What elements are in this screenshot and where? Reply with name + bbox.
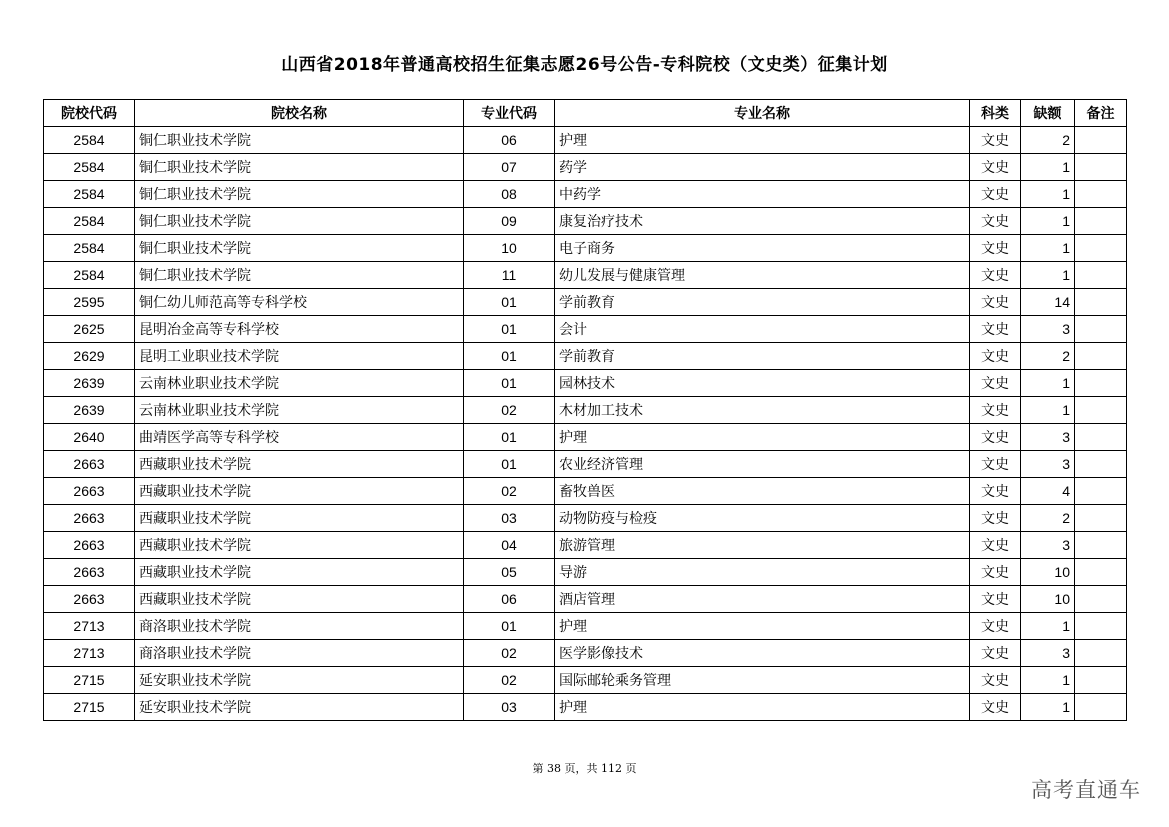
cell-remark xyxy=(1075,505,1127,532)
cell-remark xyxy=(1075,316,1127,343)
cell-vacancy: 1 xyxy=(1021,208,1075,235)
cell-vacancy: 1 xyxy=(1021,397,1075,424)
cell-major-code: 08 xyxy=(464,181,555,208)
table-row xyxy=(44,289,1127,316)
cell-category: 文史 xyxy=(970,370,1021,397)
cell-remark xyxy=(1075,478,1127,505)
header-major-name: 专业名称 xyxy=(555,100,970,127)
cell-major-name: 导游 xyxy=(555,559,970,586)
cell-major-name: 酒店管理 xyxy=(555,586,970,613)
cell-major-code: 03 xyxy=(464,505,555,532)
cell-category: 文史 xyxy=(970,694,1021,721)
cell-remark xyxy=(1075,181,1127,208)
cell-major-code: 09 xyxy=(464,208,555,235)
table-row xyxy=(44,235,1127,262)
cell-remark xyxy=(1075,451,1127,478)
cell-major-name: 学前教育 xyxy=(555,343,970,370)
table-row xyxy=(44,586,1127,613)
cell-school-code: 2713 xyxy=(44,613,135,640)
cell-school-code: 2640 xyxy=(44,424,135,451)
cell-major-code: 02 xyxy=(464,640,555,667)
header-school-code: 院校代码 xyxy=(44,100,135,127)
cell-vacancy: 1 xyxy=(1021,370,1075,397)
cell-major-name: 园林技术 xyxy=(555,370,970,397)
cell-major-code: 02 xyxy=(464,478,555,505)
cell-category: 文史 xyxy=(970,235,1021,262)
cell-remark xyxy=(1075,235,1127,262)
cell-school-code: 2663 xyxy=(44,586,135,613)
cell-remark xyxy=(1075,397,1127,424)
cell-major-code: 03 xyxy=(464,694,555,721)
cell-school-name: 西藏职业技术学院 xyxy=(135,586,464,613)
cell-school-name: 铜仁幼儿师范高等专科学校 xyxy=(135,289,464,316)
cell-vacancy: 1 xyxy=(1021,613,1075,640)
cell-major-code: 01 xyxy=(464,343,555,370)
cell-major-name: 幼儿发展与健康管理 xyxy=(555,262,970,289)
cell-school-code: 2584 xyxy=(44,208,135,235)
cell-vacancy: 1 xyxy=(1021,694,1075,721)
table-row xyxy=(44,397,1127,424)
cell-category: 文史 xyxy=(970,343,1021,370)
table-body xyxy=(44,127,1127,721)
cell-vacancy: 3 xyxy=(1021,451,1075,478)
table-row xyxy=(44,181,1127,208)
cell-category: 文史 xyxy=(970,505,1021,532)
cell-category: 文史 xyxy=(970,613,1021,640)
cell-category: 文史 xyxy=(970,397,1021,424)
cell-school-name: 铜仁职业技术学院 xyxy=(135,208,464,235)
table-row xyxy=(44,343,1127,370)
cell-major-code: 04 xyxy=(464,532,555,559)
table-row xyxy=(44,559,1127,586)
cell-major-name: 农业经济管理 xyxy=(555,451,970,478)
cell-major-code: 02 xyxy=(464,397,555,424)
header-category: 科类 xyxy=(970,100,1021,127)
cell-major-code: 01 xyxy=(464,370,555,397)
cell-major-name: 会计 xyxy=(555,316,970,343)
cell-major-code: 06 xyxy=(464,586,555,613)
table-row xyxy=(44,667,1127,694)
cell-school-code: 2584 xyxy=(44,262,135,289)
cell-vacancy: 10 xyxy=(1021,586,1075,613)
cell-school-name: 西藏职业技术学院 xyxy=(135,478,464,505)
cell-school-code: 2584 xyxy=(44,235,135,262)
cell-school-code: 2595 xyxy=(44,289,135,316)
cell-major-code: 01 xyxy=(464,451,555,478)
cell-major-name: 药学 xyxy=(555,154,970,181)
watermark-logo-text: 高考直通车 xyxy=(1031,778,1141,802)
table-row xyxy=(44,532,1127,559)
cell-school-name: 铜仁职业技术学院 xyxy=(135,181,464,208)
header-major-code: 专业代码 xyxy=(464,100,555,127)
table-row xyxy=(44,451,1127,478)
cell-major-name: 中药学 xyxy=(555,181,970,208)
cell-major-code: 06 xyxy=(464,127,555,154)
cell-major-code: 07 xyxy=(464,154,555,181)
cell-school-name: 西藏职业技术学院 xyxy=(135,505,464,532)
cell-category: 文史 xyxy=(970,289,1021,316)
cell-vacancy: 1 xyxy=(1021,154,1075,181)
cell-remark xyxy=(1075,262,1127,289)
cell-vacancy: 3 xyxy=(1021,316,1075,343)
cell-vacancy: 3 xyxy=(1021,532,1075,559)
table-row xyxy=(44,262,1127,289)
cell-vacancy: 2 xyxy=(1021,127,1075,154)
cell-major-name: 学前教育 xyxy=(555,289,970,316)
cell-major-name: 护理 xyxy=(555,127,970,154)
cell-school-code: 2663 xyxy=(44,478,135,505)
table-row xyxy=(44,613,1127,640)
cell-major-code: 10 xyxy=(464,235,555,262)
cell-vacancy: 3 xyxy=(1021,424,1075,451)
cell-category: 文史 xyxy=(970,208,1021,235)
cell-school-code: 2639 xyxy=(44,397,135,424)
cell-school-code: 2663 xyxy=(44,559,135,586)
table-row xyxy=(44,370,1127,397)
enrollment-plan-table xyxy=(43,99,1127,721)
cell-school-code: 2584 xyxy=(44,181,135,208)
table-row xyxy=(44,478,1127,505)
cell-vacancy: 2 xyxy=(1021,505,1075,532)
cell-vacancy: 14 xyxy=(1021,289,1075,316)
cell-major-code: 01 xyxy=(464,289,555,316)
cell-vacancy: 10 xyxy=(1021,559,1075,586)
document-title: 山西省2018年普通高校招生征集志愿26号公告-专科院校（文史类）征集计划 xyxy=(281,55,888,75)
cell-category: 文史 xyxy=(970,667,1021,694)
cell-school-code: 2663 xyxy=(44,451,135,478)
cell-school-name: 西藏职业技术学院 xyxy=(135,559,464,586)
cell-school-name: 西藏职业技术学院 xyxy=(135,532,464,559)
cell-major-name: 护理 xyxy=(555,613,970,640)
cell-vacancy: 1 xyxy=(1021,235,1075,262)
cell-remark xyxy=(1075,586,1127,613)
page-footer: 第 38 页，共 112 页 xyxy=(532,762,637,775)
cell-school-name: 铜仁职业技术学院 xyxy=(135,235,464,262)
cell-category: 文史 xyxy=(970,262,1021,289)
cell-school-name: 延安职业技术学院 xyxy=(135,694,464,721)
cell-major-name: 护理 xyxy=(555,694,970,721)
cell-school-name: 延安职业技术学院 xyxy=(135,667,464,694)
cell-vacancy: 2 xyxy=(1021,343,1075,370)
cell-school-code: 2715 xyxy=(44,694,135,721)
cell-school-name: 云南林业职业技术学院 xyxy=(135,370,464,397)
cell-major-name: 电子商务 xyxy=(555,235,970,262)
cell-school-name: 铜仁职业技术学院 xyxy=(135,154,464,181)
cell-vacancy: 1 xyxy=(1021,262,1075,289)
cell-category: 文史 xyxy=(970,127,1021,154)
header-remark: 备注 xyxy=(1075,100,1127,127)
cell-remark xyxy=(1075,424,1127,451)
cell-remark xyxy=(1075,154,1127,181)
cell-school-name: 云南林业职业技术学院 xyxy=(135,397,464,424)
cell-remark xyxy=(1075,289,1127,316)
cell-school-code: 2663 xyxy=(44,505,135,532)
cell-category: 文史 xyxy=(970,424,1021,451)
cell-category: 文史 xyxy=(970,316,1021,343)
cell-category: 文史 xyxy=(970,451,1021,478)
cell-category: 文史 xyxy=(970,559,1021,586)
cell-major-code: 05 xyxy=(464,559,555,586)
cell-school-code: 2584 xyxy=(44,154,135,181)
table-header-row xyxy=(44,100,1127,127)
cell-school-name: 曲靖医学高等专科学校 xyxy=(135,424,464,451)
cell-remark xyxy=(1075,667,1127,694)
cell-school-name: 昆明冶金高等专科学校 xyxy=(135,316,464,343)
table-row xyxy=(44,694,1127,721)
cell-major-code: 01 xyxy=(464,424,555,451)
cell-school-name: 铜仁职业技术学院 xyxy=(135,127,464,154)
cell-school-code: 2625 xyxy=(44,316,135,343)
cell-major-code: 02 xyxy=(464,667,555,694)
table-row xyxy=(44,316,1127,343)
cell-vacancy: 3 xyxy=(1021,640,1075,667)
cell-major-code: 01 xyxy=(464,613,555,640)
cell-school-code: 2663 xyxy=(44,532,135,559)
header-vacancy: 缺额 xyxy=(1021,100,1075,127)
cell-category: 文史 xyxy=(970,586,1021,613)
cell-major-code: 01 xyxy=(464,316,555,343)
table-row xyxy=(44,127,1127,154)
table-row xyxy=(44,208,1127,235)
cell-category: 文史 xyxy=(970,154,1021,181)
cell-category: 文史 xyxy=(970,532,1021,559)
cell-school-name: 商洛职业技术学院 xyxy=(135,613,464,640)
table-row xyxy=(44,424,1127,451)
cell-major-name: 护理 xyxy=(555,424,970,451)
table-row xyxy=(44,505,1127,532)
cell-major-name: 木材加工技术 xyxy=(555,397,970,424)
cell-school-name: 铜仁职业技术学院 xyxy=(135,262,464,289)
cell-category: 文史 xyxy=(970,478,1021,505)
cell-major-name: 康复治疗技术 xyxy=(555,208,970,235)
cell-school-code: 2713 xyxy=(44,640,135,667)
cell-school-code: 2629 xyxy=(44,343,135,370)
cell-remark xyxy=(1075,559,1127,586)
cell-vacancy: 1 xyxy=(1021,181,1075,208)
cell-school-code: 2584 xyxy=(44,127,135,154)
cell-vacancy: 4 xyxy=(1021,478,1075,505)
cell-vacancy: 1 xyxy=(1021,667,1075,694)
table-row xyxy=(44,154,1127,181)
cell-school-code: 2715 xyxy=(44,667,135,694)
cell-remark xyxy=(1075,694,1127,721)
cell-remark xyxy=(1075,127,1127,154)
cell-major-name: 医学影像技术 xyxy=(555,640,970,667)
cell-remark xyxy=(1075,532,1127,559)
cell-remark xyxy=(1075,370,1127,397)
cell-remark xyxy=(1075,613,1127,640)
header-school-name: 院校名称 xyxy=(135,100,464,127)
cell-major-name: 旅游管理 xyxy=(555,532,970,559)
cell-remark xyxy=(1075,343,1127,370)
cell-school-code: 2639 xyxy=(44,370,135,397)
cell-category: 文史 xyxy=(970,181,1021,208)
cell-major-code: 11 xyxy=(464,262,555,289)
cell-school-name: 商洛职业技术学院 xyxy=(135,640,464,667)
cell-major-name: 动物防疫与检疫 xyxy=(555,505,970,532)
cell-category: 文史 xyxy=(970,640,1021,667)
cell-remark xyxy=(1075,640,1127,667)
table-row xyxy=(44,640,1127,667)
cell-remark xyxy=(1075,208,1127,235)
cell-major-name: 国际邮轮乘务管理 xyxy=(555,667,970,694)
cell-school-name: 昆明工业职业技术学院 xyxy=(135,343,464,370)
cell-major-name: 畜牧兽医 xyxy=(555,478,970,505)
cell-school-name: 西藏职业技术学院 xyxy=(135,451,464,478)
